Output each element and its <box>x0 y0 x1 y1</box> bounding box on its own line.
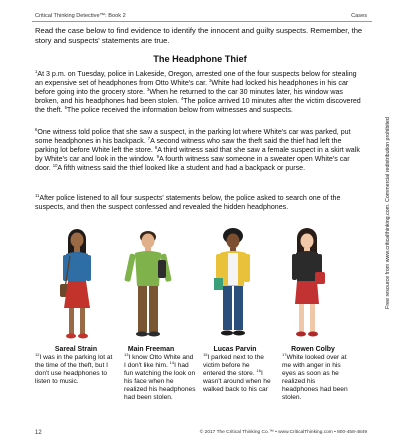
suspect-name: Sareal Strain <box>54 346 98 353</box>
case-title: The Headphone Thief <box>153 54 247 64</box>
sentence-text: A fourth witness saw someone in a sweater open White's car door. <box>35 155 350 172</box>
sentence-number: 5 <box>64 105 67 110</box>
instructions: Read the case below to find evidence to identify the innocent and guilty suspects. Remember, the story and suspects' statements are true. <box>35 26 363 45</box>
suspect-figure-sareal <box>52 226 102 344</box>
sentence-text: White had locked his headphones in his car before going into the grocery store. <box>35 79 349 96</box>
suspect-statement <box>203 354 273 394</box>
sentence-number: 7 <box>147 136 151 141</box>
sentence-text: I know Otto White and I don't like him. <box>124 354 194 369</box>
sentence-number: 15 <box>203 352 208 357</box>
suspect-name: Rowen Colby <box>291 346 335 353</box>
suspect-statement <box>35 354 115 386</box>
sentence-number: 3 <box>147 87 150 92</box>
suspect-statement <box>124 354 196 401</box>
suspect-name: Lucas Parvin <box>213 346 257 353</box>
sentence-number: 6 <box>35 127 38 132</box>
sentence-text: A third witness said that she saw a female suspect in a skirt walk by White's car and look in the window. <box>35 146 360 163</box>
sentence-number: 8 <box>154 145 158 150</box>
suspect-statement <box>282 354 352 401</box>
suspect-figure-lucas <box>208 226 258 344</box>
sentence-number: 14 <box>169 359 175 365</box>
sentence-text: I parked next to the victim before he entered the store. <box>203 354 264 377</box>
suspect-figure-rowen <box>282 226 332 344</box>
sentence-text: I wasn't around when he walked back to his car <box>203 369 271 393</box>
page-number: 12 <box>35 430 42 436</box>
section-label: Cases <box>351 13 367 19</box>
paragraph-2 <box>35 128 365 173</box>
sentence-text: White looked over at me with anger in his eyes as soon as he realized his headphones had been stolen. <box>282 354 348 401</box>
header-divider <box>32 21 372 22</box>
paragraph-3 <box>35 194 365 212</box>
side-notice: Free resource from www.criticalthinking.com. Commercial redistribution prohibited <box>385 116 391 309</box>
sentence-number: 4 <box>180 96 184 101</box>
paragraph-1 <box>35 70 365 115</box>
sentence-text: I was in the parking lot at the time of the theft, but I don't use headphones to listen to music. <box>35 354 113 385</box>
sentence-number: 10 <box>52 163 58 168</box>
sentence-number: 12 <box>35 352 40 357</box>
sentence-text: A second witness who saw the theft said the thief had left the parking lot before White left the store. <box>35 137 342 154</box>
sentence-number: 13 <box>124 352 129 357</box>
sentence-text: The police received the information below from witnesses and suspects. <box>66 106 293 114</box>
sentence-text: The police arrived 10 minutes after the victim discovered the theft. <box>35 97 361 114</box>
sentence-number: 2 <box>209 78 212 83</box>
sentence-text: After police listened to all four suspects' statements below, the police asked to search one of the suspects, and then the suspect confessed and revealed the hidden headphones. <box>35 194 341 211</box>
book-title: Critical Thinking Detective™: Book 2 <box>35 13 126 19</box>
sentence-number: 17 <box>282 352 287 357</box>
sentence-text: At 3 p.m. on Tuesday, police in Lakeside, Oregon, arrested one of the four suspects below for stealing an expensive set of headphones from Otto White's car. <box>35 70 357 87</box>
sentence-text: A fifth witness said the thief looked like a student and had a backpack or purse. <box>57 164 306 172</box>
sentence-text: One witness told police that she saw a suspect, in the parking lot where White's car was parked, put some headphones in his backpack. <box>35 128 351 145</box>
sentence-text: I had fun watching the look on his face when he realized his headphones had been stolen. <box>124 361 196 401</box>
sentence-number: 9 <box>156 154 159 159</box>
sentence-number: 11 <box>35 193 40 198</box>
sentence-number: 1 <box>35 69 38 74</box>
copyright: © 2017 The Critical Thinking Co.™ • www.CriticalThinking.com • 800-458-4849 <box>199 430 367 435</box>
sentence-number: 16 <box>256 367 261 373</box>
suspect-figure-main <box>122 226 174 344</box>
suspect-name: Main Freeman <box>127 346 175 353</box>
sentence-text: When he returned to the car 30 minutes later, his window was broken, and his headphones had been stolen. <box>35 88 343 105</box>
